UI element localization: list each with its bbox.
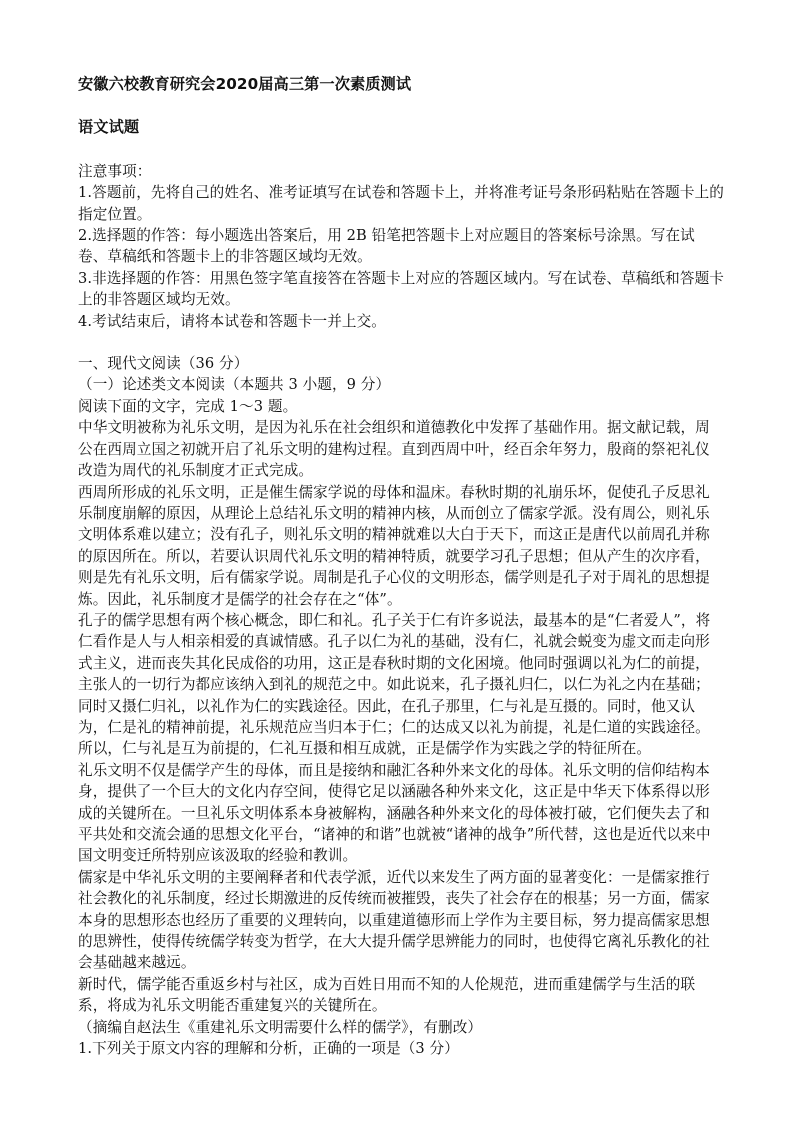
notice-item-4: 4.考试结束后，请将本试卷和答题卡一并上交。 — [78, 312, 387, 330]
notice-item-3: 3.非选择题的作答：用黑色签字笔直接答在答题卡上对应的答题区域内。写在试卷、草稿纸和答题卡上的非答题区域均无效。 — [78, 269, 724, 309]
notice-block — [78, 161, 724, 332]
section-heading: 一、现代文阅读（36 分） — [78, 355, 249, 373]
notice-item-1: 1.答题前，先将自己的姓名、准考证填写在试卷和答题卡上，并将准考证号条形码粘贴在答题卡上的指定位置。 — [78, 184, 724, 223]
article-paragraph: 礼乐文明不仅是儒学产生的母体，而且是接纳和融汇各种外来文化的母体。礼乐文明的信仰结构本身，提供了一个巨大的文化内存空间，使得它足以涵融各种外来文化，这正是中华天下体系得以形成的关键所在。一旦礼乐文明体系本身被解构，涵融各种外来文化的母体被打破，它们便失去了和平共处和交流会通的思想文化平台，“诸神的和谐”也就被“诸神的战争”所代替，这也是近代以来中国文明变迁所特别应该汲取的经验和教训。 — [78, 761, 711, 865]
article-source: （摘编自赵法生《重建礼乐文明需要什么样的儒学》，有删改） — [78, 1018, 483, 1036]
question-1: 1.下列关于原文内容的理解和分析，正确的一项是（3 分） — [78, 1040, 459, 1058]
notice-heading: 注意事项： — [78, 162, 152, 180]
section-subheading: （一）论述类文本阅读（本题共 3 小题，9 分） — [78, 376, 391, 394]
spacer — [78, 332, 724, 353]
article-paragraph: 西周所形成的礼乐文明，正是催生儒家学说的母体和温床。春秋时期的礼崩乐坏，促使孔子反思礼乐制度崩解的原因，从理论上总结礼乐文明的精神内核，从而创立了儒家学派。没有周公，则礼乐文明体系难以建立；没有孔子，则礼乐文明的精神就难以大白于天下，而这正是唐代以前周孔并称的原因所在。所以，若要认识周代礼乐文明的精神特质，就要学习孔子思想；但从产生的次序看，则是先有礼乐文明，后有儒家学说。周制是孔子心仪的文明形态，儒学则是孔子对于周礼的思想提炼。因此，礼乐制度才是儒学的社会存在之“体”。 — [78, 483, 710, 608]
article-paragraph: 孔子的儒学思想有两个核心概念，即仁和礼。孔子关于仁有许多说法，最基本的是“仁者爱人”，将仁看作是人与人相亲相爱的真诚情感。孔子以仁为礼的基础，没有仁，礼就会蜕变为虚文而走向形式主义，进而丧失其化民成俗的功用，这正是春秋时期的文化困境。他同时强调以礼为仁的前提，主张人的一切行为都应该纳入到礼的规范之中。如此说来，孔子摄礼归仁，以仁为礼之内在基础；同时又摄仁归礼，以礼作为仁的实践途径。因此，在孔子那里，仁与礼是互摄的。同时，他又认为，仁是礼的精神前提，礼乐规范应当归本于仁；仁的达成又以礼为前提，礼是仁道的实践途径。所以，仁与礼是互为前提的，仁礼互摄和相互成就，正是儒学作为实践之学的特征所在。 — [78, 611, 711, 758]
article-paragraph: 新时代，儒学能否重返乡村与社区，成为百姓日用而不知的人伦规范，进而重建儒学与生活的联系，将成为礼乐文明能否重建复兴的关键所在。 — [78, 975, 696, 1015]
subject-title: 语文试题 — [78, 118, 140, 137]
exam-title: 安徽六校教育研究会2020届高三第一次素质测试 — [78, 75, 412, 93]
section-instruction: 阅读下面的文字，完成 1～3 题。 — [78, 397, 298, 415]
article-paragraph: 儒家是中华礼乐文明的主要阐释者和代表学派，近代以来发生了两方面的显著变化：一是儒家推行社会教化的礼乐制度，经过长期激进的反传统而被摧毁，丧失了社会存在的根基；另一方面，儒家本身的思想形态也经历了重要的义理转向，以重建道德形而上学作为主要目标，努力提高儒家思想的思辨性，使得传统儒学转变为哲学，在大大提升儒学思辨能力的同时，也使得它离礼乐教化的社会基础越来越远。 — [78, 868, 710, 972]
article-paragraph: 中华文明被称为礼乐文明，是因为礼乐在社会组织和道德教化中发挥了基础作用。据文献记载，周公在西周立国之初就开启了礼乐文明的建构过程。直到西周中叶，经百余年努力，殷商的祭祀礼仪改造为周代的礼乐制度才正式完成。 — [78, 419, 710, 480]
reading-section — [78, 353, 724, 1059]
notice-item-2: 2.选择题的作答：每小题选出答案后，用 2B 铅笔把答题卡上对应题目的答案标号涂黑。写在试卷、草稿纸和答题卡上的非答题区域均无效。 — [78, 227, 695, 266]
